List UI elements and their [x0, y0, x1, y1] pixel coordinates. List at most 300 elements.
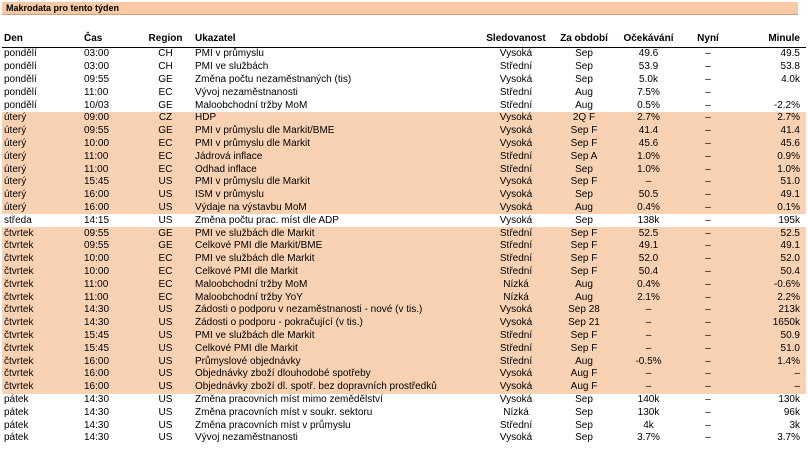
cell-previous: 50.9	[734, 330, 806, 343]
cell-actual: –	[682, 227, 734, 240]
cell-indicator: PMI v průmyslu dle Markit	[193, 176, 479, 189]
table-row	[2, 342, 806, 355]
cell-previous: 52.0	[734, 253, 806, 266]
cell-day: čtvrtek	[2, 368, 82, 381]
cell-importance: Vysoká	[479, 368, 553, 381]
cell-importance: Vysoká	[479, 189, 553, 202]
cell-importance: Vysoká	[479, 202, 553, 215]
table-row	[2, 189, 806, 202]
cell-period: Sep F	[553, 227, 615, 240]
cell-previous: -2.2%	[773, 99, 800, 111]
header-expected: Očekávání	[615, 30, 682, 48]
cell-importance: Střední	[479, 240, 553, 253]
cell-importance: Střední	[479, 330, 553, 343]
cell-previous: 41.4	[734, 125, 806, 138]
cell-expected: 49.6	[638, 48, 659, 60]
cell-importance: Vysoká	[499, 432, 533, 444]
cell-actual: –	[682, 202, 734, 215]
cell-region: US	[138, 202, 193, 215]
cell-region: GE	[158, 99, 173, 111]
cell-previous: 2.2%	[734, 291, 806, 304]
cell-region: US	[138, 317, 193, 330]
cell-day: středa	[4, 214, 32, 226]
cell-day: čtvrtek	[2, 355, 82, 368]
cell-expected: 7.5%	[637, 86, 660, 98]
cell-day: pátek	[4, 432, 29, 444]
cell-region: GE	[138, 227, 193, 240]
cell-day: úterý	[2, 202, 82, 215]
cell-time: 03:00	[84, 48, 110, 60]
cell-actual: –	[682, 112, 734, 125]
cell-period: Aug F	[553, 381, 615, 394]
cell-day: čtvrtek	[2, 227, 82, 240]
cell-day: pátek	[4, 419, 29, 431]
cell-region: CH	[158, 48, 173, 60]
cell-previous: 4.0k	[781, 73, 800, 85]
cell-region: US	[158, 214, 173, 226]
table-row	[2, 266, 806, 279]
cell-time: 11:00	[82, 278, 138, 291]
table-row	[2, 381, 806, 394]
cell-indicator: Průmyslové objednávky	[193, 355, 479, 368]
cell-period: Aug	[553, 202, 615, 215]
cell-indicator: Maloobchodní tržby MoM	[193, 278, 479, 291]
cell-expected: 0.5%	[637, 99, 660, 111]
cell-previous: 49.1	[734, 189, 806, 202]
cell-period: Sep F	[553, 266, 615, 279]
cell-indicator: PMI ve službách	[195, 61, 269, 73]
header-importance: Sledovanost	[479, 30, 553, 48]
cell-period: Sep	[575, 214, 593, 226]
cell-time: 11:00	[84, 86, 109, 98]
cell-importance: Vysoká	[479, 176, 553, 189]
cell-importance: Střední	[479, 355, 553, 368]
cell-expected: 138k	[637, 214, 660, 226]
cell-region: US	[138, 355, 193, 368]
cell-actual: –	[682, 266, 734, 279]
cell-expected: 130k	[637, 406, 660, 418]
cell-previous: 49.5	[780, 48, 800, 60]
cell-expected: 45.6	[615, 138, 682, 151]
cell-expected: 0.4%	[615, 202, 682, 215]
cell-period: Aug	[553, 291, 615, 304]
cell-period: Sep 21	[553, 317, 615, 330]
cell-indicator: Maloobchodní tržby MoM	[195, 99, 308, 111]
cell-time: 09:55	[84, 73, 110, 85]
cell-time: 09:55	[82, 227, 138, 240]
cell-region: US	[158, 432, 173, 444]
cell-region: US	[158, 419, 173, 431]
cell-expected: 49.1	[615, 240, 682, 253]
table-row	[2, 214, 806, 227]
cell-period: Sep F	[553, 253, 615, 266]
header-indicator: Ukazatel	[193, 30, 479, 48]
cell-day: čtvrtek	[2, 253, 82, 266]
cell-time: 16:00	[82, 355, 138, 368]
cell-indicator: Změna počtu nezaměstnaných (tis)	[195, 73, 352, 85]
header-period: Za období	[553, 30, 615, 48]
cell-importance: Vysoká	[479, 112, 553, 125]
cell-day: čtvrtek	[2, 266, 82, 279]
cell-period: Sep F	[553, 138, 615, 151]
cell-day: úterý	[2, 112, 82, 125]
cell-region: EC	[158, 86, 173, 98]
cell-actual: –	[705, 393, 711, 405]
cell-day: pondělí	[4, 61, 37, 73]
cell-day: pátek	[4, 393, 29, 405]
cell-importance: Vysoká	[499, 393, 533, 405]
cell-importance: Nízká	[479, 278, 553, 291]
header-time: Čas	[82, 30, 138, 48]
cell-expected: 41.4	[615, 125, 682, 138]
cell-indicator: PMI ve službách dle Markit	[193, 253, 479, 266]
cell-actual: –	[705, 214, 711, 226]
cell-importance: Vysoká	[499, 73, 533, 85]
cell-period: Sep	[575, 61, 593, 73]
cell-actual: –	[682, 381, 734, 394]
cell-period: Sep	[575, 419, 593, 431]
cell-region: GE	[138, 125, 193, 138]
cell-indicator: Vývoj nezaměstnanosti	[195, 86, 298, 98]
cell-actual: –	[682, 291, 734, 304]
cell-importance: Střední	[479, 150, 553, 163]
cell-actual: –	[705, 432, 711, 444]
cell-importance: Střední	[479, 342, 553, 355]
cell-region: EC	[138, 266, 193, 279]
cell-actual: –	[682, 138, 734, 151]
cell-period: 2Q F	[553, 112, 615, 125]
cell-region: US	[138, 304, 193, 317]
table-row	[2, 74, 806, 87]
cell-indicator: PMI ve službách dle Markit	[193, 227, 479, 240]
table-row	[2, 406, 806, 419]
cell-expected: 1.0%	[615, 150, 682, 163]
cell-period: Sep	[575, 48, 593, 60]
cell-expected: 2.1%	[615, 291, 682, 304]
cell-indicator: PMI v průmyslu dle Markit	[193, 138, 479, 151]
cell-time: 10:00	[82, 266, 138, 279]
cell-importance: Střední	[479, 227, 553, 240]
cell-actual: –	[682, 304, 734, 317]
cell-previous: 53.8	[780, 61, 800, 73]
cell-time: 14:30	[84, 419, 110, 431]
cell-actual: –	[682, 278, 734, 291]
cell-period: Aug	[575, 99, 593, 111]
header-previous: Minule	[734, 30, 806, 48]
cell-day: čtvrtek	[2, 342, 82, 355]
cell-indicator: Objednávky zboží dl. spotř. bez dopravních prostředků	[193, 381, 479, 394]
table-row	[2, 368, 806, 381]
cell-day: čtvrtek	[2, 381, 82, 394]
cell-actual: –	[682, 176, 734, 189]
cell-period: Sep F	[553, 342, 615, 355]
cell-previous: 52.5	[734, 227, 806, 240]
cell-period: Sep	[575, 406, 593, 418]
cell-region: EC	[138, 291, 193, 304]
table-row	[2, 253, 806, 266]
table-row	[2, 419, 806, 432]
cell-previous	[734, 86, 806, 99]
cell-expected: 140k	[637, 393, 660, 405]
cell-expected: 0.4%	[615, 278, 682, 291]
cell-region: EC	[138, 253, 193, 266]
cell-expected: 3.7%	[637, 432, 660, 444]
cell-expected: –	[615, 381, 682, 394]
table-row	[2, 432, 806, 445]
table-row	[2, 317, 806, 330]
cell-region: EC	[138, 150, 193, 163]
cell-day: čtvrtek	[2, 240, 82, 253]
cell-day: úterý	[2, 189, 82, 202]
cell-previous: -0.6%	[734, 278, 806, 291]
cell-expected: 4k	[643, 419, 654, 431]
table-row	[2, 99, 806, 112]
table-row	[2, 48, 806, 61]
cell-previous: 213k	[734, 304, 806, 317]
cell-indicator: Maloobchodní tržby YoY	[193, 291, 479, 304]
cell-day: čtvrtek	[2, 317, 82, 330]
cell-period: Sep	[575, 432, 593, 444]
cell-period: Aug	[575, 86, 593, 98]
cell-importance: Nízká	[503, 406, 529, 418]
cell-time: 14:15	[84, 214, 110, 226]
cell-region: US	[138, 342, 193, 355]
cell-actual: –	[682, 368, 734, 381]
cell-indicator: HDP	[193, 112, 479, 125]
table-row	[2, 202, 806, 215]
cell-time: 09:55	[82, 125, 138, 138]
table-row	[2, 150, 806, 163]
cell-region: US	[138, 381, 193, 394]
cell-importance: Vysoká	[499, 48, 533, 60]
table-row	[2, 227, 806, 240]
cell-actual: –	[705, 48, 711, 60]
cell-day: čtvrtek	[2, 291, 82, 304]
cell-previous: 2.7%	[734, 112, 806, 125]
cell-indicator: Objednávky zboží dlouhodobé spotřeby	[193, 368, 479, 381]
cell-day: pondělí	[4, 48, 37, 60]
cell-expected: –	[615, 176, 682, 189]
cell-expected: 50.5	[615, 189, 682, 202]
cell-actual: –	[682, 330, 734, 343]
cell-time: 09:55	[82, 240, 138, 253]
cell-indicator: Změna počtu prac. míst dle ADP	[195, 214, 339, 226]
cell-importance: Vysoká	[479, 304, 553, 317]
cell-time: 16:00	[82, 189, 138, 202]
cell-previous: 0.1%	[734, 202, 806, 215]
cell-actual: –	[682, 150, 734, 163]
cell-indicator: Jádrová inflace	[193, 150, 479, 163]
table-row	[2, 138, 806, 151]
cell-day: pátek	[4, 406, 29, 418]
cell-time: 16:00	[82, 381, 138, 394]
cell-expected: 52.5	[615, 227, 682, 240]
cell-actual: –	[682, 240, 734, 253]
cell-time: 11:00	[82, 163, 138, 176]
cell-period: Sep 28	[553, 304, 615, 317]
cell-time: 14:30	[84, 393, 110, 405]
cell-importance: Nízká	[479, 291, 553, 304]
cell-actual: –	[682, 189, 734, 202]
cell-time: 10:00	[82, 253, 138, 266]
cell-period: Sep F	[553, 176, 615, 189]
cell-period: Sep F	[553, 125, 615, 138]
cell-importance: Vysoká	[479, 125, 553, 138]
cell-region: EC	[138, 163, 193, 176]
cell-region: US	[158, 406, 173, 418]
table-row	[2, 61, 806, 74]
cell-previous: –	[734, 368, 806, 381]
cell-previous: –	[734, 381, 806, 394]
cell-day: čtvrtek	[2, 278, 82, 291]
table-row	[2, 125, 806, 138]
cell-day: pondělí	[4, 86, 37, 98]
cell-time: 09:00	[82, 112, 138, 125]
cell-period: Sep	[553, 189, 615, 202]
table-title: Makrodata pro tento týden	[2, 2, 798, 15]
header-row	[2, 30, 806, 48]
cell-expected: 52.0	[615, 253, 682, 266]
header-actual: Nyní	[682, 30, 734, 48]
cell-time: 11:00	[82, 150, 138, 163]
header-day: Den	[2, 30, 82, 48]
cell-day: úterý	[2, 138, 82, 151]
cell-importance: Střední	[499, 99, 533, 111]
cell-expected: –	[615, 304, 682, 317]
cell-importance: Střední	[479, 163, 553, 176]
table-row	[2, 176, 806, 189]
cell-indicator: ISM v průmyslu	[193, 189, 479, 202]
cell-region: CH	[158, 61, 173, 73]
cell-indicator: Výdaje na výstavbu MoM	[193, 202, 479, 215]
cell-importance: Vysoká	[479, 317, 553, 330]
cell-importance: Střední	[479, 266, 553, 279]
cell-region: EC	[138, 278, 193, 291]
table-row	[2, 112, 806, 125]
cell-time: 16:00	[82, 368, 138, 381]
cell-importance: Střední	[499, 419, 533, 431]
cell-actual: –	[682, 317, 734, 330]
cell-indicator: Celkové PMI dle Markit	[193, 342, 479, 355]
cell-region: CZ	[138, 112, 193, 125]
cell-previous: 51.0	[734, 176, 806, 189]
cell-previous: 3k	[789, 419, 800, 431]
cell-region: GE	[158, 73, 173, 85]
cell-importance: Střední	[499, 86, 533, 98]
cell-previous: 1.0%	[734, 163, 806, 176]
cell-indicator: Změna pracovních míst v soukr. sektoru	[195, 406, 373, 418]
cell-region: GE	[138, 240, 193, 253]
cell-expected: 2.7%	[615, 112, 682, 125]
cell-time: 10:00	[82, 138, 138, 151]
cell-expected: 50.4	[615, 266, 682, 279]
cell-expected: 53.9	[638, 61, 659, 73]
cell-actual: –	[682, 163, 734, 176]
table-body	[2, 48, 806, 445]
cell-actual: –	[705, 406, 711, 418]
cell-actual: –	[705, 61, 711, 73]
cell-time: 14:30	[82, 304, 138, 317]
table-row	[2, 291, 806, 304]
cell-expected: 5.0k	[639, 73, 658, 85]
cell-previous: 49.1	[734, 240, 806, 253]
cell-indicator: Odhad inflace	[193, 163, 479, 176]
cell-indicator: Změna pracovních míst v průmyslu	[195, 419, 351, 431]
cell-period: Sep	[575, 393, 593, 405]
cell-period: Sep F	[553, 330, 615, 343]
table-row	[2, 394, 806, 407]
table-row	[2, 355, 806, 368]
cell-day: čtvrtek	[2, 330, 82, 343]
cell-day: úterý	[2, 125, 82, 138]
cell-actual: –	[705, 86, 711, 98]
cell-day: úterý	[2, 163, 82, 176]
cell-time: 15:45	[82, 330, 138, 343]
cell-time: 10/03	[84, 99, 110, 111]
cell-previous: 3.7%	[777, 432, 800, 444]
cell-time: 03:00	[84, 61, 110, 73]
cell-time: 16:00	[82, 202, 138, 215]
cell-region: US	[158, 393, 173, 405]
cell-indicator: Celkové PMI dle Markit/BME	[193, 240, 479, 253]
table-row	[2, 86, 806, 99]
cell-period: Sep	[575, 73, 593, 85]
cell-indicator: Žádosti o podporu - pokračující (v tis.)	[193, 317, 479, 330]
table-row	[2, 304, 806, 317]
table-row	[2, 330, 806, 343]
table-row	[2, 278, 806, 291]
cell-day: čtvrtek	[2, 304, 82, 317]
cell-time: 15:45	[82, 176, 138, 189]
cell-time: 14:30	[82, 317, 138, 330]
cell-previous: 195k	[778, 214, 800, 226]
cell-actual: –	[705, 73, 711, 85]
cell-region: US	[138, 176, 193, 189]
cell-time: 15:45	[82, 342, 138, 355]
cell-expected: –	[615, 368, 682, 381]
cell-previous: 96k	[783, 406, 800, 418]
cell-actual: –	[682, 355, 734, 368]
cell-actual: –	[705, 99, 711, 111]
cell-indicator: PMI v průmyslu dle Markit/BME	[193, 125, 479, 138]
cell-region: US	[138, 368, 193, 381]
cell-time: 14:30	[84, 406, 110, 418]
cell-period: Sep	[553, 163, 615, 176]
cell-day: úterý	[2, 150, 82, 163]
cell-day: pondělí	[4, 99, 37, 111]
cell-period: Aug	[553, 355, 615, 368]
cell-indicator: PMI v průmyslu	[195, 48, 264, 60]
cell-period: Sep A	[553, 150, 615, 163]
cell-indicator: Vývoj nezaměstnanosti	[195, 432, 298, 444]
cell-actual: –	[682, 253, 734, 266]
cell-previous: 51.0	[734, 342, 806, 355]
cell-indicator: Žádosti o podporu v nezaměstnanosti - nové (v tis.)	[193, 304, 479, 317]
cell-expected: –	[615, 330, 682, 343]
cell-actual: –	[682, 125, 734, 138]
cell-actual: –	[682, 342, 734, 355]
cell-previous: 50.4	[734, 266, 806, 279]
cell-expected: –	[615, 317, 682, 330]
table-row	[2, 240, 806, 253]
cell-actual: –	[705, 419, 711, 431]
cell-indicator: Změna pracovních míst mimo zemědělství	[195, 393, 383, 405]
cell-importance: Vysoká	[479, 381, 553, 394]
cell-previous: 1.4%	[734, 355, 806, 368]
cell-importance: Vysoká	[479, 138, 553, 151]
header-region: Region	[138, 30, 193, 48]
cell-importance: Střední	[499, 61, 533, 73]
